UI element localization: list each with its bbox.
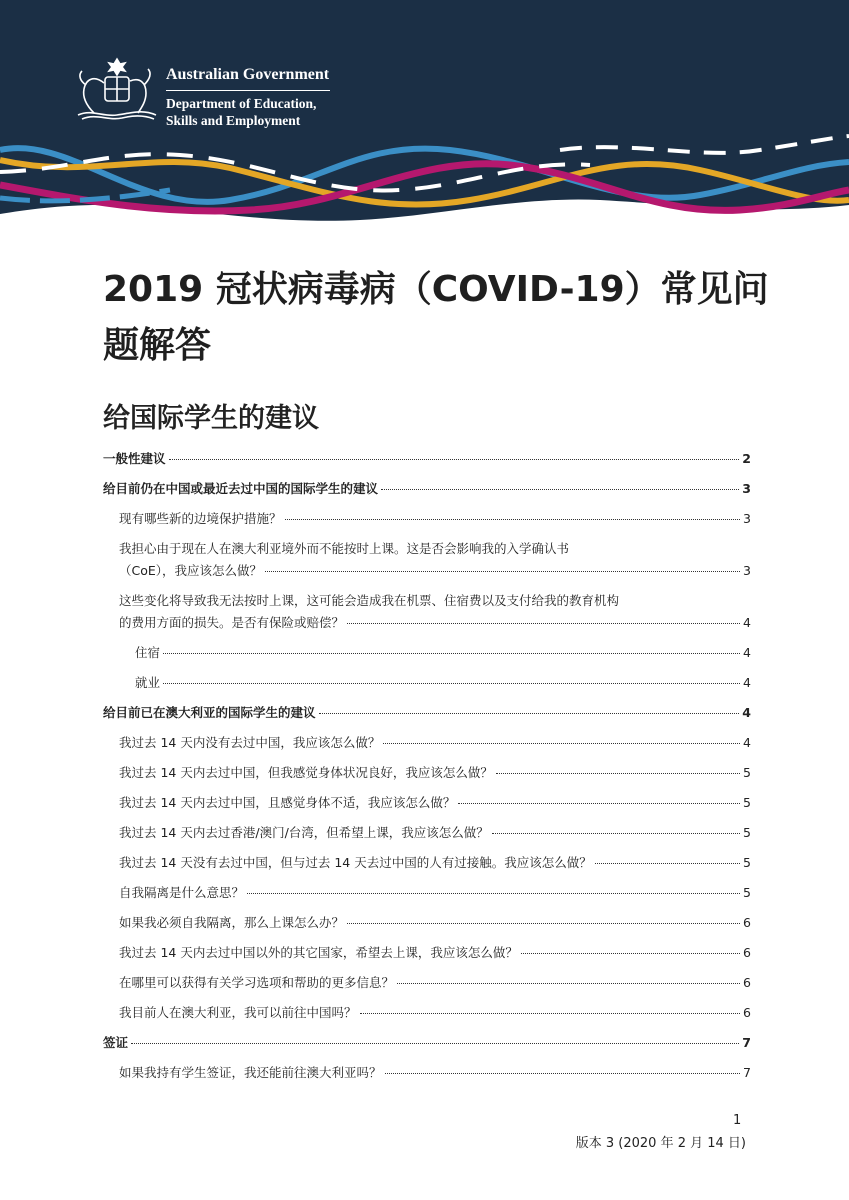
toc-page-number: 3 bbox=[743, 511, 751, 526]
department-name-line2: Skills and Employment bbox=[166, 113, 301, 128]
toc-dot-leader bbox=[397, 983, 740, 984]
toc-entry-text: 住宿 bbox=[135, 642, 160, 664]
toc-entry[interactable] bbox=[103, 1062, 751, 1084]
coat-of-arms-icon bbox=[72, 55, 162, 123]
toc-entry-text: 现有哪些新的边境保护措施？ bbox=[119, 508, 282, 530]
toc-entry[interactable] bbox=[103, 1002, 751, 1024]
toc-entry-text: 我过去 14 天内没有去过中国，我应该怎么做？ bbox=[119, 732, 380, 754]
toc-dot-leader bbox=[265, 571, 740, 572]
department-name-line1: Department of Education, bbox=[166, 96, 317, 111]
toc-page-number: 6 bbox=[743, 1005, 751, 1020]
version-label: 版本 3 (2020 年 2 月 14 日) bbox=[575, 1136, 746, 1151]
toc-entry-text-line1: 我担心由于现在人在澳大利亚境外而不能按时上课。这是否会影响我的入学确认书 bbox=[119, 541, 570, 556]
toc-page-number: 4 bbox=[743, 735, 751, 750]
government-name: Australian Government bbox=[166, 66, 330, 83]
toc-entry-text: 给目前仍在中国或最近去过中国的国际学生的建议 bbox=[103, 478, 378, 500]
toc-dot-leader bbox=[595, 863, 740, 864]
toc-dot-leader bbox=[319, 713, 740, 714]
header-divider bbox=[166, 90, 330, 91]
toc-entry-text-line1: 这些变化将导致我无法按时上课，这可能会造成我在机票、住宿费以及支付给我的教育机构 bbox=[119, 593, 620, 608]
toc-entry[interactable] bbox=[103, 852, 751, 874]
toc-entry-text: 我过去 14 天内去过中国以外的其它国家，希望去上课，我应该怎么做？ bbox=[119, 942, 518, 964]
toc-page-number: 6 bbox=[743, 945, 751, 960]
table-of-contents bbox=[103, 448, 751, 1084]
toc-dot-leader bbox=[347, 623, 740, 624]
toc-dot-leader bbox=[492, 833, 740, 834]
toc-dot-leader bbox=[383, 743, 740, 744]
toc-entry[interactable] bbox=[103, 672, 751, 694]
toc-page-number: 3 bbox=[742, 481, 751, 496]
toc-page-number: 4 bbox=[743, 615, 751, 630]
toc-entry[interactable] bbox=[103, 702, 751, 724]
toc-dot-leader bbox=[247, 893, 740, 894]
toc-entry-text: 我过去 14 天内去过中国，但我感觉身体状况良好，我应该怎么做？ bbox=[119, 762, 493, 784]
toc-entry[interactable] bbox=[103, 972, 751, 994]
toc-entry[interactable] bbox=[103, 478, 751, 500]
toc-dot-leader bbox=[381, 489, 739, 490]
toc-entry[interactable] bbox=[103, 590, 751, 634]
toc-page-number: 3 bbox=[743, 563, 751, 578]
toc-entry-text: 我过去 14 天内去过中国，且感觉身体不适，我应该怎么做？ bbox=[119, 792, 455, 814]
toc-entry-text: 给目前已在澳大利亚的国际学生的建议 bbox=[103, 702, 316, 724]
toc-dot-leader bbox=[285, 519, 741, 520]
toc-entry-text: 的费用方面的损失。是否有保险或赔偿？ bbox=[119, 612, 344, 634]
toc-page-number: 6 bbox=[743, 975, 751, 990]
toc-entry[interactable] bbox=[103, 942, 751, 964]
toc-entry-text: 如果我持有学生签证，我还能前往澳大利亚吗？ bbox=[119, 1062, 382, 1084]
toc-dot-leader bbox=[458, 803, 740, 804]
toc-dot-leader bbox=[496, 773, 740, 774]
toc-entry-text: 如果我必须自我隔离，那么上课怎么办？ bbox=[119, 912, 344, 934]
document-subtitle: 给国际学生的建议 bbox=[103, 403, 319, 434]
toc-entry-text: 我过去 14 天内去过香港/澳门/台湾，但希望上课，我应该怎么做？ bbox=[119, 822, 489, 844]
toc-entry-text: 我目前人在澳大利亚，我可以前往中国吗？ bbox=[119, 1002, 357, 1024]
toc-entry-text: 就业 bbox=[135, 672, 160, 694]
toc-page-number: 4 bbox=[742, 705, 751, 720]
toc-dot-leader bbox=[131, 1043, 739, 1044]
toc-dot-leader bbox=[169, 459, 740, 460]
toc-entry[interactable] bbox=[103, 538, 751, 582]
toc-dot-leader bbox=[360, 1013, 741, 1014]
toc-entry[interactable] bbox=[103, 642, 751, 664]
toc-dot-leader bbox=[163, 653, 740, 654]
toc-dot-leader bbox=[347, 923, 740, 924]
toc-entry[interactable] bbox=[103, 762, 751, 784]
toc-entry-text: 自我隔离是什么意思？ bbox=[119, 882, 244, 904]
toc-entry[interactable] bbox=[103, 732, 751, 754]
toc-dot-leader bbox=[385, 1073, 741, 1074]
toc-entry[interactable] bbox=[103, 508, 751, 530]
toc-page-number: 5 bbox=[743, 825, 751, 840]
toc-entry[interactable] bbox=[103, 822, 751, 844]
toc-page-number: 5 bbox=[743, 765, 751, 780]
toc-entry-text: 一般性建议 bbox=[103, 448, 166, 470]
toc-entry[interactable] bbox=[103, 882, 751, 904]
toc-entry-text: 签证 bbox=[103, 1032, 128, 1054]
toc-page-number: 5 bbox=[743, 855, 751, 870]
toc-entry-text: 在哪里可以获得有关学习选项和帮助的更多信息？ bbox=[119, 972, 394, 994]
toc-page-number: 5 bbox=[743, 885, 751, 900]
toc-dot-leader bbox=[521, 953, 740, 954]
toc-page-number: 7 bbox=[743, 1065, 751, 1080]
toc-page-number: 4 bbox=[743, 645, 751, 660]
toc-entry[interactable] bbox=[103, 448, 751, 470]
toc-entry[interactable] bbox=[103, 912, 751, 934]
document-title: 2019 冠状病毒病（COVID-19）常见问题解答 bbox=[103, 269, 769, 366]
toc-page-number: 7 bbox=[742, 1035, 751, 1050]
toc-entry[interactable] bbox=[103, 1032, 751, 1054]
toc-entry-text: （CoE），我应该怎么做？ bbox=[119, 560, 262, 582]
toc-page-number: 4 bbox=[743, 675, 751, 690]
toc-page-number: 5 bbox=[743, 795, 751, 810]
page-number: 1 bbox=[733, 1113, 742, 1128]
toc-entry[interactable] bbox=[103, 792, 751, 814]
toc-dot-leader bbox=[163, 683, 740, 684]
toc-page-number: 2 bbox=[742, 451, 751, 466]
toc-entry-text: 我过去 14 天没有去过中国，但与过去 14 天去过中国的人有过接触。我应该怎么做？ bbox=[119, 852, 592, 874]
toc-page-number: 6 bbox=[743, 915, 751, 930]
